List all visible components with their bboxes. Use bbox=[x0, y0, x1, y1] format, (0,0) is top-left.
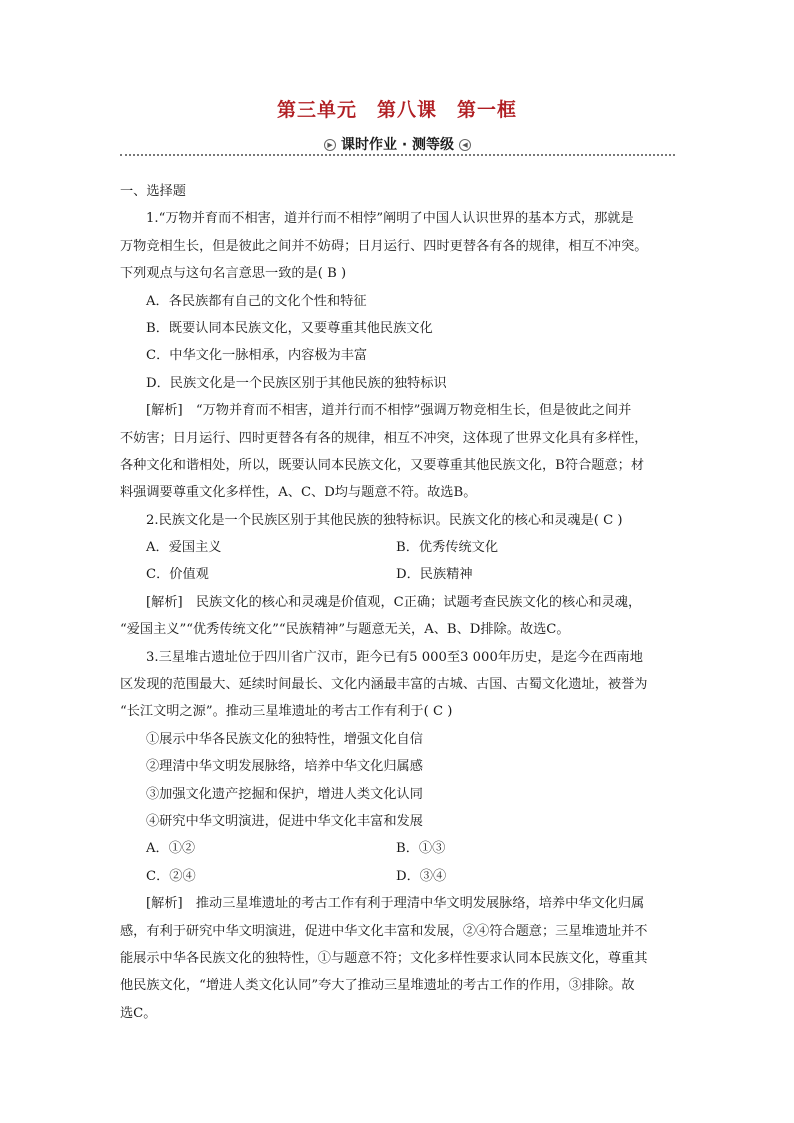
question-stem-line: 区发现的范围最大、延续时间最长、文化内涵最丰富的古城、古国、古蜀文化遗址，被誉为 bbox=[120, 677, 648, 693]
option-c: C．中华文化一脉相承，内容极为丰富 bbox=[146, 348, 368, 364]
analysis-line: “爱国主义”“优秀传统文化”“民族精神”与题意无关，A、B、D排除。故选C。 bbox=[120, 622, 570, 638]
option-row bbox=[120, 534, 680, 561]
banner-label: 课时作业 · 测等级 bbox=[340, 137, 455, 153]
option-a: A．爱国主义 bbox=[146, 540, 222, 556]
question-stem-line: “长江文明之源”。推动三星堆遗址的考古工作有利于( C ) bbox=[120, 704, 453, 720]
option-c: C．②④ bbox=[146, 868, 196, 884]
option-c: C．价值观 bbox=[146, 567, 209, 583]
analysis-line: 不妨害；日月运行、四时更替各有各的规律，相互不冲突，这体现了世界文化具有多样性， bbox=[120, 430, 648, 446]
analysis-line: 感，有利于研究中华文明演进，促进中华文化丰富和发展，②④符合题意；三星堆遗址并不 bbox=[120, 923, 648, 939]
statement-1: ①展示中华各民族文化的独特性，增强文化自信 bbox=[146, 731, 423, 747]
analysis-line: [解析] “万物并育而不相害，道并行而不相悖”强调万物竞相生长，但是彼此之间并 bbox=[146, 403, 632, 419]
question-stem-line: 1.“万物并育而不相害，道并行而不相悖”阐明了中国人认识世界的基本方式，那就是 bbox=[146, 211, 634, 227]
option-a: A．各民族都有自己的文化个性和特征 bbox=[146, 293, 367, 309]
question-stem-line: 2.民族文化是一个民族区别于其他民族的独特标识。民族文化的核心和灵魂是( C ) bbox=[146, 512, 623, 528]
analysis-line: 料强调要尊重文化多样性，A、C、D均与题意不符。故选B。 bbox=[120, 485, 477, 501]
document-body bbox=[120, 178, 680, 1027]
play-right-icon: ▶ bbox=[324, 139, 336, 151]
play-left-icon: ◀ bbox=[459, 139, 471, 151]
option-d: D．民族精神 bbox=[396, 567, 473, 583]
option-d: D．③④ bbox=[396, 868, 447, 884]
option-row bbox=[120, 835, 680, 862]
statement-4: ④研究中华文明演进，促进中华文化丰富和发展 bbox=[146, 813, 423, 829]
section-banner bbox=[120, 134, 675, 158]
question-1 bbox=[120, 205, 680, 506]
option-d: D．民族文化是一个民族区别于其他民族的独特标识 bbox=[146, 375, 447, 391]
option-row bbox=[120, 561, 680, 588]
analysis-line: 能展示中华各民族文化的独特性，①与题意不符；文化多样性要求认同本民族文化，尊重其 bbox=[120, 950, 648, 966]
analysis-line: [解析] 推动三星堆遗址的考古工作有利于理清中华文明发展脉络，培养中华文化归属 bbox=[146, 896, 645, 912]
statement-3: ③加强文化遗产挖掘和保护，增进人类文化认同 bbox=[146, 786, 423, 802]
page-title: 第三单元 第八课 第一框 bbox=[276, 99, 517, 121]
option-b: B．优秀传统文化 bbox=[396, 540, 499, 556]
option-a: A．①② bbox=[146, 841, 196, 857]
analysis-line: [解析] 民族文化的核心和灵魂是价值观，C正确；试题考查民族文化的核心和灵魂， bbox=[146, 594, 642, 610]
statement-2: ②理清中华文明发展脉络，培养中华文化归属感 bbox=[146, 759, 423, 775]
dotted-divider bbox=[120, 154, 675, 156]
question-3 bbox=[120, 644, 680, 1027]
analysis-line: 他民族文化，“增进人类文化认同”夸大了推动三星堆遗址的考古工作的作用，③排除。故 bbox=[120, 978, 635, 994]
section-heading: 一、选择题 bbox=[120, 184, 186, 199]
question-stem-line: 下列观点与这句名言意思一致的是( B ) bbox=[120, 266, 347, 282]
option-b: B．①③ bbox=[396, 841, 446, 857]
question-stem-line: 3.三星堆古遗址位于四川省广汉市，距今已有5 000至3 000年历史，是迄今在西南地 bbox=[146, 649, 643, 665]
analysis-line: 选C。 bbox=[120, 1005, 157, 1021]
analysis-line: 各种文化和谐相处，所以，既要认同本民族文化，又要尊重其他民族文化，B符合题意；材 bbox=[120, 457, 644, 473]
question-stem-line: 万物竞相生长，但是彼此之间并不妨碍；日月运行、四时更替各有各的规律，相互不冲突。 bbox=[120, 238, 648, 254]
question-2 bbox=[120, 507, 680, 644]
option-row bbox=[120, 863, 680, 890]
option-b: B．既要认同本民族文化，又要尊重其他民族文化 bbox=[146, 320, 433, 336]
